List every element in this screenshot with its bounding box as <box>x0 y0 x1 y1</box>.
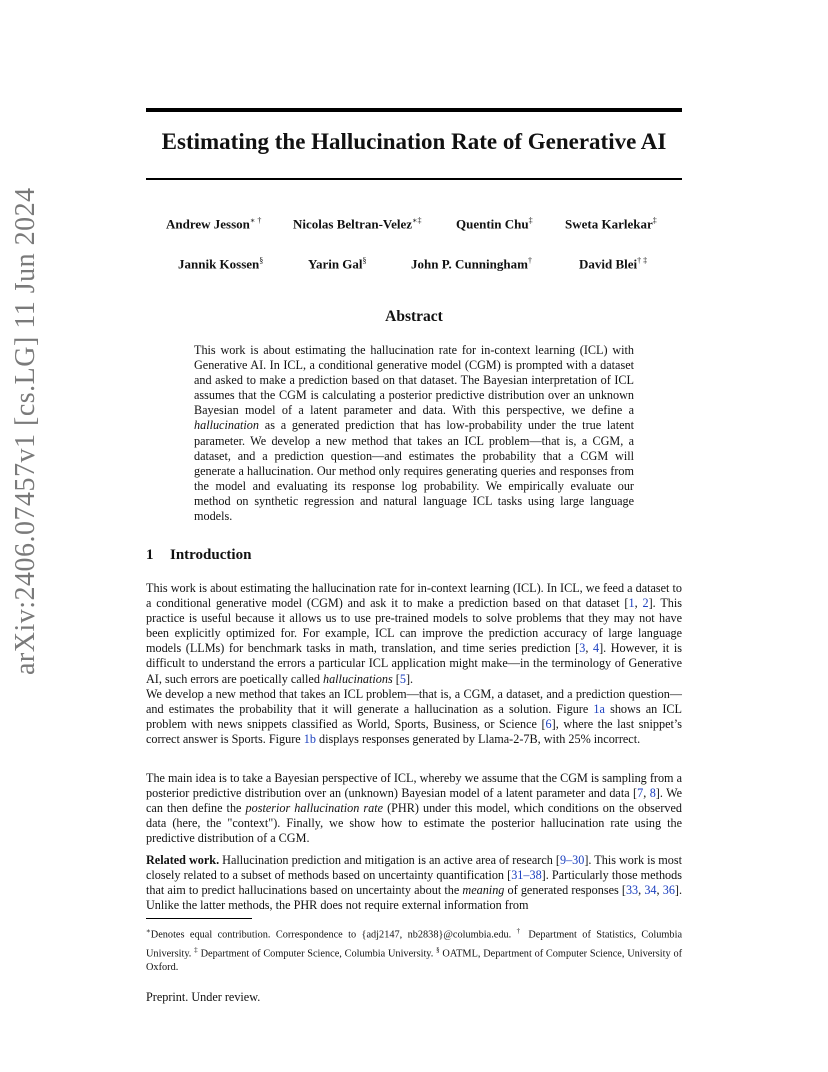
citation-link[interactable]: 6 <box>545 717 552 732</box>
section-number: 1 <box>146 547 154 563</box>
figure-ref-link[interactable]: 1a <box>593 702 605 717</box>
section-title: Introduction <box>170 547 252 563</box>
footnote: ∗Denotes equal contribution. Correspondence to {adj2147, nb2838}@columbia.edu. † Department of Statistics, Columbia University. ‡ Department of Computer Science, Columbia University. § OATML, Department of Computer Science, University of Oxford. <box>146 927 683 974</box>
intro-paragraph: This work is about estimating the hallucination rate for in-context learning (ICL). In ICL, we feed a dataset to a conditional generative model (CGM) and ask it to make a prediction based on that dataset [1, 2]. This practice is useful because it allows us to use pre-trained models to solve problems that they may not have been explicitly optimized for. For example, ICL can improve the prediction accuracy of large language models (LLMs) for benchmark tasks in math, translation, and time series prediction [3, 4]. However, it is difficult to understand the errors a particular ICL application might make—in the terminology of Generative AI, such errors are poetically called hallucinations [5]. <box>146 581 683 686</box>
author-name: Andrew Jesson∗ † <box>166 216 262 232</box>
author-name: Sweta Karlekar‡ <box>565 216 657 232</box>
citation-link[interactable]: 9–30 <box>559 853 585 867</box>
footnote-rule <box>146 918 252 919</box>
citation-link[interactable]: 31–38 <box>511 868 542 883</box>
citation-link[interactable]: 33 <box>625 883 639 898</box>
title-bottom-rule <box>146 178 682 180</box>
arxiv-identifier: arXiv:2406.07457v1 [cs.LG] 11 Jun 2024 <box>10 187 41 675</box>
author-name: Nicolas Beltran-Velez∗‡ <box>293 216 422 232</box>
author-name: Yarin Gal§ <box>308 256 367 272</box>
figure-ref-link[interactable]: 1b <box>303 732 316 747</box>
author-name: Quentin Chu‡ <box>456 216 533 232</box>
author-name: Jannik Kossen§ <box>178 256 264 272</box>
related-work-paragraph: Related work. Hallucination prediction and mitigation is an active area of research [9–30]. This work is most closely related to a subset of methods based on uncertainty quantification [31–38]. Particularly those methods that aim to predict hallucinations based on uncertainty about the meaning of generated responses [33, 34, 36]. Unlike the latter methods, the PHR does not require external information from <box>146 853 683 913</box>
author-name: David Blei† ‡ <box>579 256 648 272</box>
section-heading <box>146 547 251 564</box>
title-top-rule <box>146 108 682 112</box>
citation-link[interactable]: 36 <box>662 883 675 898</box>
abstract-heading: Abstract <box>385 308 443 325</box>
author-name: John P. Cunningham† <box>411 256 532 272</box>
paper-title: Estimating the Hallucination Rate of Generative AI <box>161 129 667 154</box>
intro-paragraph: We develop a new method that takes an ICL problem—that is, a CGM, a dataset, and a prediction question—and estimates the probability that it will generate a hallucination as a solution. Figure 1a shows an ICL problem with news snippets classified as World, Sports, Business, or Science [6], where the last snippet’s correct answer is Sports. Figure 1b displays responses generated by Llama-2-7B, with 25% incorrect. <box>146 687 682 747</box>
citation-link[interactable]: 34 <box>644 883 657 898</box>
preprint-note: Preprint. Under review. <box>146 990 261 1004</box>
citation-link[interactable]: 3 <box>579 641 586 656</box>
citation-link[interactable]: 2 <box>642 596 649 611</box>
citation-link[interactable]: 7 <box>637 786 644 801</box>
citation-link[interactable]: 1 <box>628 596 635 611</box>
citation-link[interactable]: 5 <box>399 671 406 686</box>
citation-link[interactable]: 4 <box>592 641 600 656</box>
abstract-text: This work is about estimating the hallucination rate for in-context learning (ICL) with Generative AI. In ICL, a conditional generative model (CGM) is prompted with a dataset and asked to make a prediction based on that dataset. The Bayesian interpretation of ICL assumes that the CGM is calculating a posterior predictive distribution over an unknown Bayesian model of a latent parameter and data. With this perspective, we define a hallucination as a generated prediction that has low-probability under the true latent parameter. We develop a new method that takes an ICL problem—that is, a CGM, a dataset, and a prediction question—and estimates the probability that a CGM will generate a hallucination. Our method only requires generating queries and responses from the model and evaluating its response log probability. We empirically evaluate our method on synthetic regression and natural language ICL tasks using large language models. <box>194 343 634 524</box>
intro-paragraph: The main idea is to take a Bayesian perspective of ICL, whereby we assume that the CGM is sampling from a posterior predictive distribution over an (unknown) Bayesian model of a latent parameter and data [7, 8]. We can then define the posterior hallucination rate (PHR) under this model, which conditions on the observed data (here, the "context"). Finally, we show how to estimate the posterior hallucination rate using the predictive distribution of a CGM. <box>146 771 683 846</box>
citation-link[interactable]: 8 <box>649 786 656 801</box>
